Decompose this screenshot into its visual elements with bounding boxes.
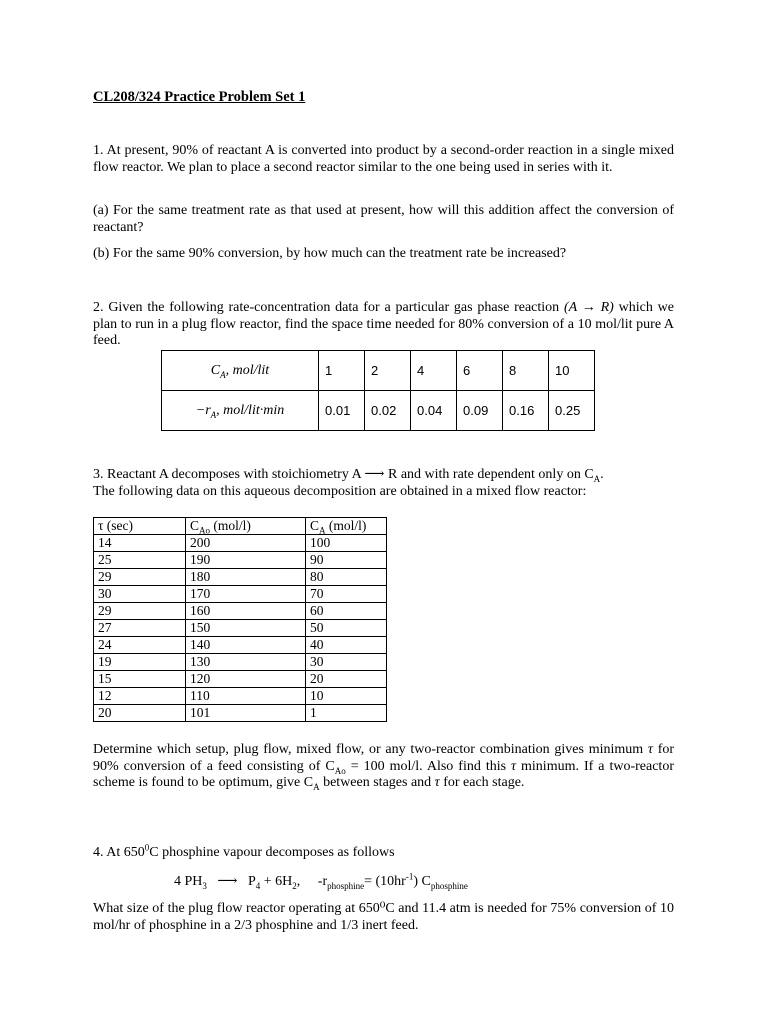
q3-part: minimum. If a two-reactor scheme is found to be optimum, give C (93, 758, 674, 790)
problem-2-main: 2. Given the following rate-concentration data for a particular gas phase reaction (93, 300, 560, 315)
q3-part: = 100 mol/l. Also find this (350, 758, 507, 774)
table-cell: 24 (94, 637, 186, 654)
q3-part: for each stage. (443, 775, 525, 790)
header-tau: τ (sec) (94, 518, 186, 535)
eq-rate: -r (317, 874, 328, 889)
table-cell: 200 (186, 535, 306, 552)
table-cell: 50 (306, 620, 387, 637)
table-cell: 4 (411, 351, 457, 391)
table-cell: 120 (186, 671, 306, 688)
table-row (94, 586, 387, 603)
header-ca: $C_A$ (mol/l) (306, 518, 387, 535)
table-cell: 10 (306, 688, 387, 705)
table-cell: 27 (94, 620, 186, 637)
p4-intro: 4. At 650 (93, 845, 145, 860)
table-row (162, 391, 595, 431)
problem-2-text (93, 300, 674, 350)
table-row (94, 552, 387, 569)
table-cell: 19 (94, 654, 186, 671)
eq-mid: P (247, 874, 256, 889)
table-cell: 0.02 (365, 391, 411, 431)
table-row (94, 535, 387, 552)
rate-data-table (161, 350, 595, 431)
phosphine-equation: 4 $PH_3$ ⟶ $P_4 + 6H_2$, $-r_{phosphine}= (10hr^{-1})$ $C_{phosphine}$ (174, 871, 468, 891)
eq-k: = (10hr (364, 874, 406, 889)
table-cell: 0.25 (549, 391, 595, 431)
table-cell: 150 (186, 620, 306, 637)
header-cao: $C_{Ao}$ (mol/l) (186, 518, 306, 535)
table-cell: 100 (306, 535, 387, 552)
table-cell: 30 (306, 654, 387, 671)
table-row (94, 637, 387, 654)
table-cell: 180 (186, 569, 306, 586)
ra-label: $-r_A$, mol/lit·min (162, 391, 319, 431)
problem-3-intro-line2: The following data on this aqueous decomposition are obtained in a mixed flow reactor: (93, 483, 587, 499)
ca-label: $C_A$, mol/lit (162, 351, 319, 391)
table-cell: 101 (186, 705, 306, 722)
q3-part: between stages and (323, 775, 432, 790)
table-cell: 8 (503, 351, 549, 391)
table-row (94, 671, 387, 688)
table-row (94, 654, 387, 671)
table-cell: 20 (94, 705, 186, 722)
table-cell: 90 (306, 552, 387, 569)
table-cell: 0.16 (503, 391, 549, 431)
table-cell: 170 (186, 586, 306, 603)
table-cell: 60 (306, 603, 387, 620)
table-cell: 30 (94, 586, 186, 603)
table-cell: 140 (186, 637, 306, 654)
table-cell: 10 (549, 351, 595, 391)
q3-part: Determine which setup, plug flow, mixed flow, or any two-reactor combination gives minimum (93, 742, 644, 757)
table-cell: 130 (186, 654, 306, 671)
eq-k-end: ) C (413, 874, 431, 889)
problem-3-question: Determine which setup, plug flow, mixed flow, or any two-reactor combination gives minimum τ for 90% conversion of a feed consisting of $C_{Ao} = 100$ mol/l. Also find this τ minimum. If a two-reactor scheme is found to be optimum, give $C_A$ between stages and τ for each stage. (93, 742, 675, 792)
table-row (94, 569, 387, 586)
problem-1-text: 1. At present, 90% of reactant A is converted into product by a second-order reaction in a single mixed flow reactor. We plan to place a second reactor similar to the one being used in series with it. (93, 143, 674, 175)
table-cell: 110 (186, 688, 306, 705)
problem-1b-text: (b) For the same 90% conversion, by how much can the treatment rate be increased? (93, 246, 567, 261)
table-header-row (94, 518, 387, 535)
eq-rate-sub: phosphine (327, 880, 365, 891)
table-row (94, 620, 387, 637)
problem-4-question: What size of the plug flow reactor operating at 650⁰C and 11.4 atm is needed for 75% conversion of 10 mol/hr of phosphine in a 2/3 phosphine and 1/3 inert feed. (93, 901, 674, 933)
table-cell: 20 (306, 671, 387, 688)
problem-3-intro-line1: 3. Reactant A decomposes with stoichiometry A ⟶ R and with rate dependent only on C (93, 467, 594, 482)
q3-part: for 90% conversion of a feed consisting of C (93, 742, 675, 774)
problem-4-intro: 4. At $650^0C$ phosphine vapour decomposes as follows (93, 842, 395, 860)
problem-3-intro: 3. Reactant A decomposes with stoichiometry A ⟶ R and with rate dependent only on $C_A$. The following data on this aqueous decomposition are obtained in a mixed flow reactor: (93, 467, 674, 500)
table-cell: 25 (94, 552, 186, 569)
table-cell: 2 (365, 351, 411, 391)
p4-intro-rest: C phosphine vapour decomposes as follows (149, 845, 395, 860)
problem-1a-text: (a) For the same treatment rate as that used at present, how will this addition affect the conversion of reactant? (93, 203, 674, 235)
table-cell: 70 (306, 586, 387, 603)
table-cell: 190 (186, 552, 306, 569)
page-title: CL208/324 Practice Problem Set 1 (93, 89, 306, 105)
table-cell: 1 (306, 705, 387, 722)
table-cell: 1 (319, 351, 365, 391)
mixed-flow-data-table (93, 517, 387, 722)
table-cell: 14 (94, 535, 186, 552)
table-cell: 80 (306, 569, 387, 586)
table-cell: 0.01 (319, 391, 365, 431)
table-row (94, 603, 387, 620)
table-row (94, 688, 387, 705)
problem-2-rest: which we plan to run in a plug flow reactor, find the space time needed for 80% conversion of a 10 mol/lit pure A feed. (93, 300, 675, 348)
table-cell: 6 (457, 351, 503, 391)
table-cell: 0.04 (411, 391, 457, 431)
table-cell: 12 (94, 688, 186, 705)
problem-2-reaction: (A → R) (564, 300, 614, 315)
table-cell: 40 (306, 637, 387, 654)
table-row (162, 351, 595, 391)
eq-left: 4 PH (174, 874, 203, 889)
table-row (94, 705, 387, 722)
table-cell: 29 (94, 603, 186, 620)
table-cell: 0.09 (457, 391, 503, 431)
table-cell: 160 (186, 603, 306, 620)
table-cell: 29 (94, 569, 186, 586)
table-cell: 15 (94, 671, 186, 688)
